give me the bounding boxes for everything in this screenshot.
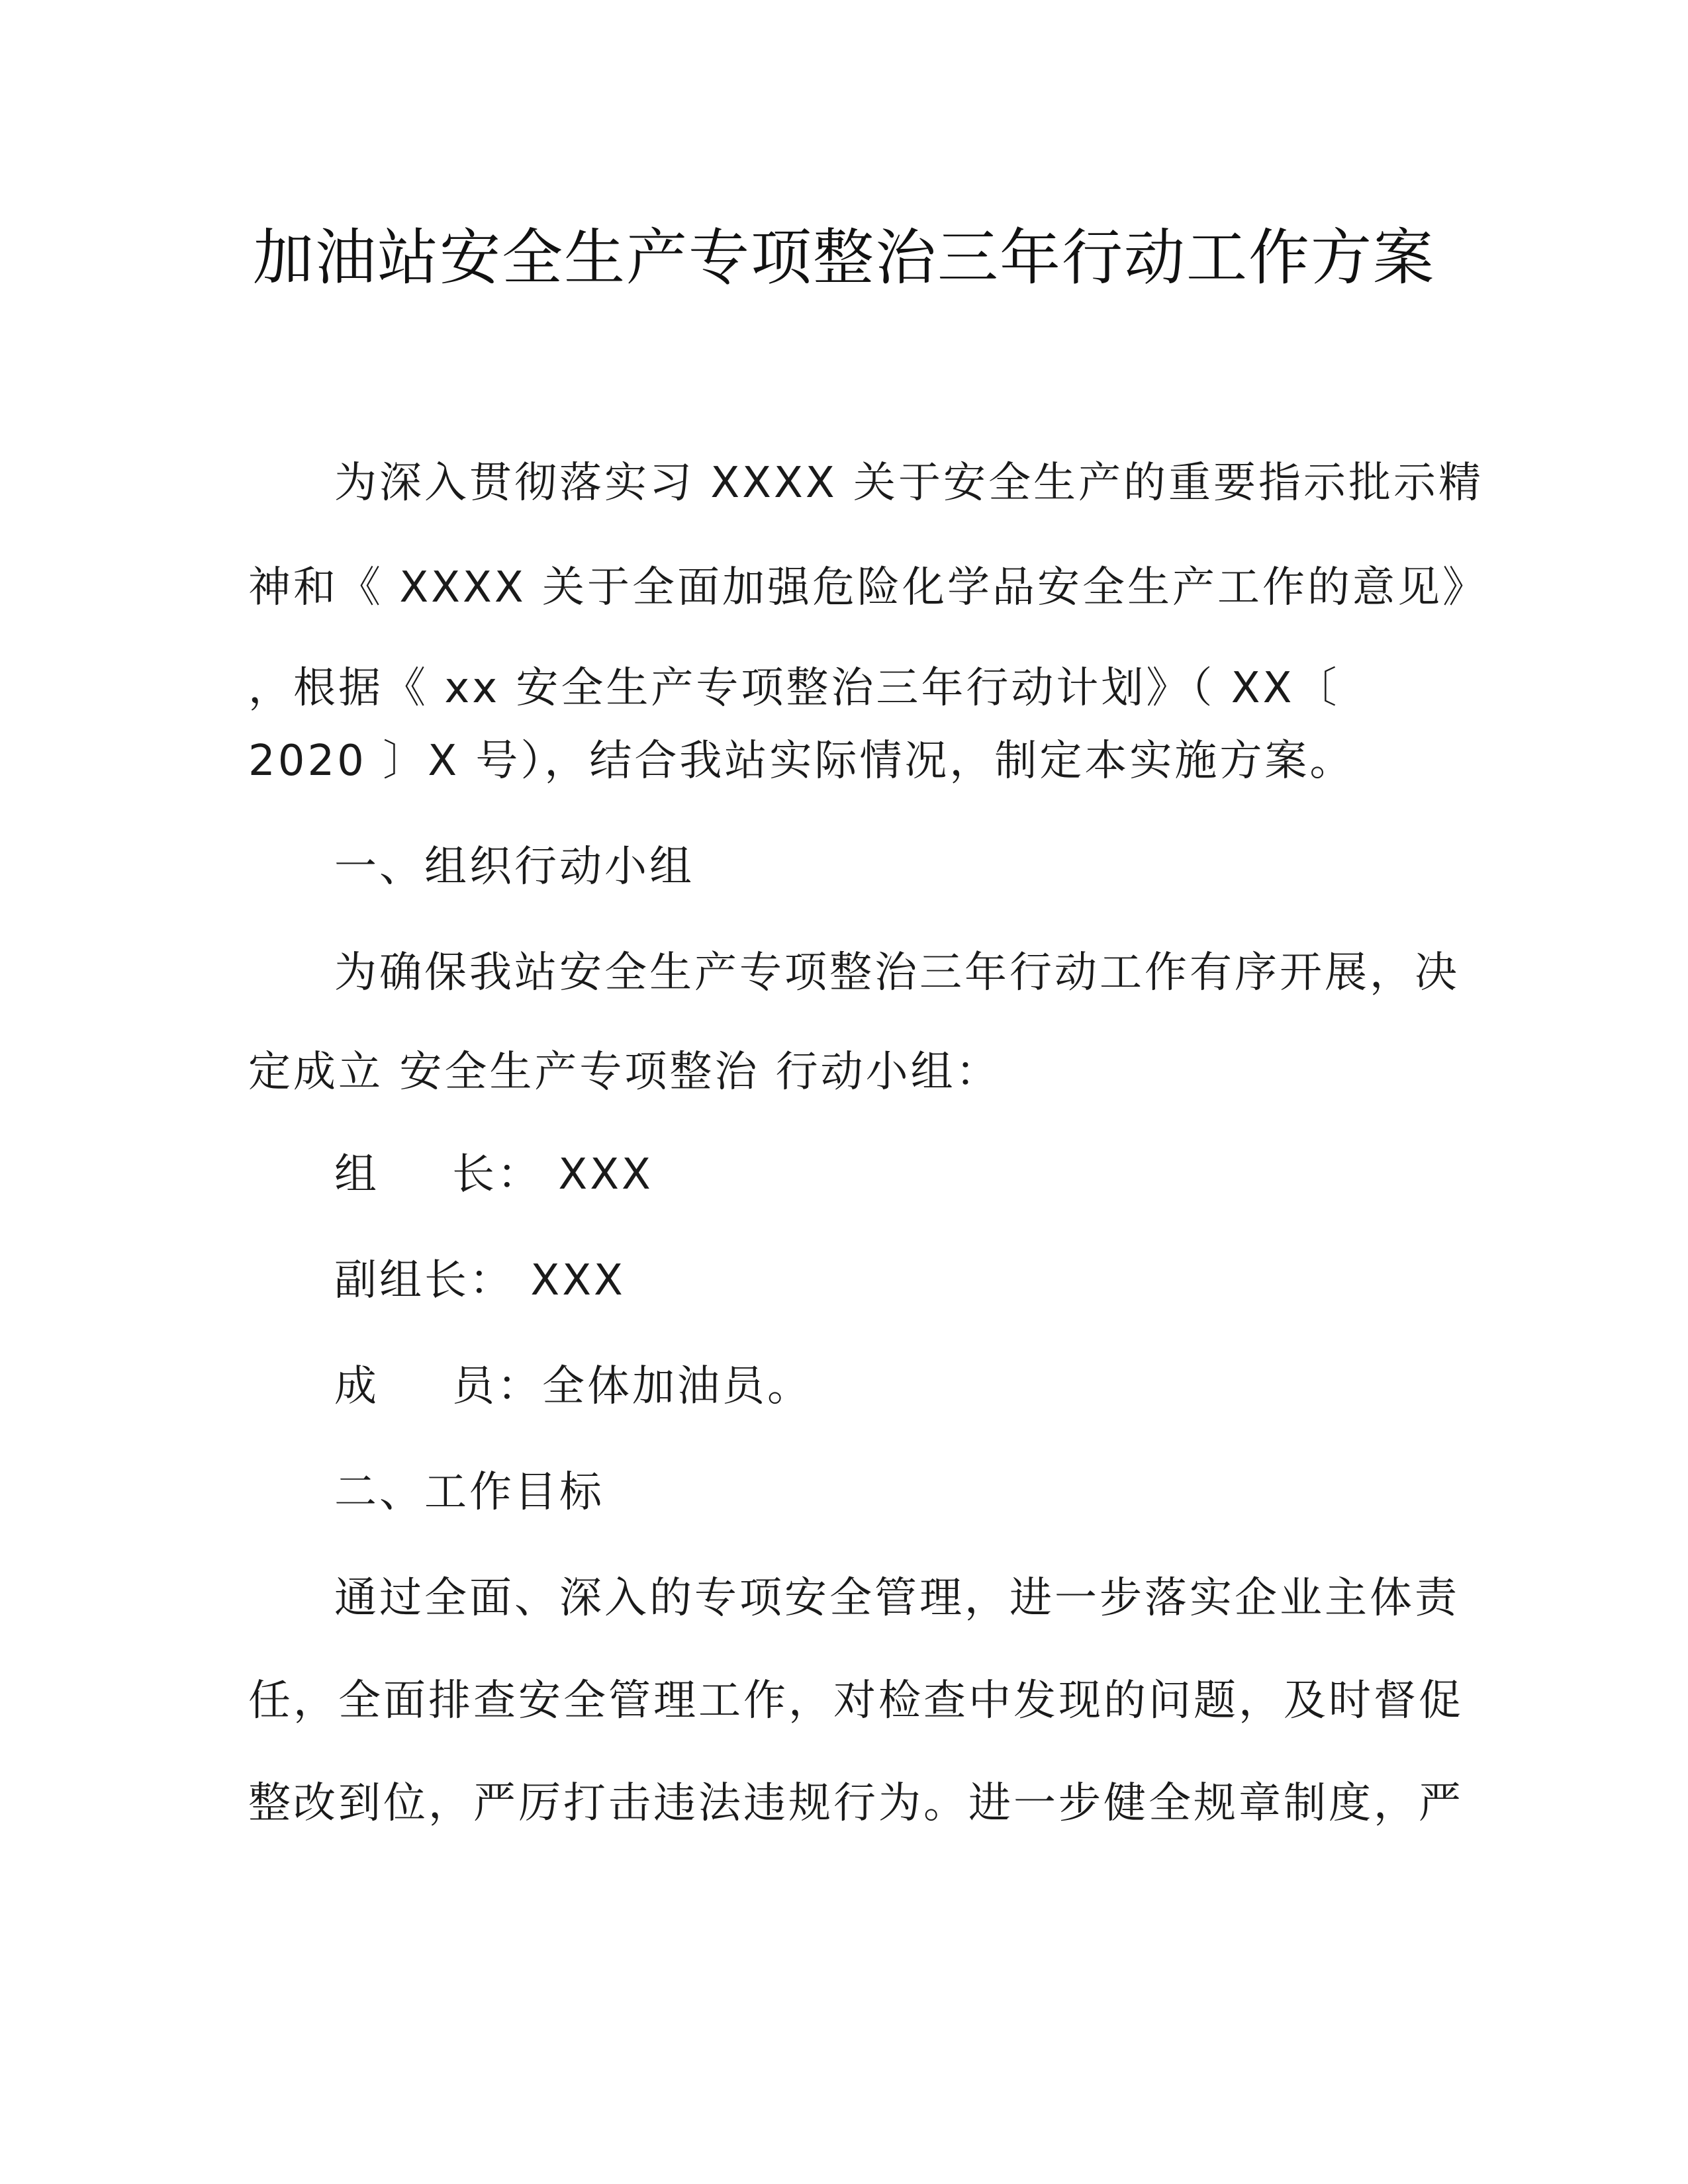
- deputy-row: [334, 1254, 1526, 1307]
- intro-line-1: 为深入贯彻落实习 XXXX 关于安全生产的重要指示批示精: [334, 459, 1484, 508]
- member-row: [334, 1360, 1526, 1413]
- deputy-value: XXX: [530, 1256, 626, 1305]
- intro-line-4: 2020 〕X 号），结合我站实际情况，制定本实施方案。: [248, 737, 1355, 786]
- intro-line-2: 神和《 XXXX 关于全面加强危险化学品安全生产工作的意见》: [248, 563, 1488, 612]
- leader-label-part-1: 组: [334, 1150, 379, 1199]
- leader-label-part-2: 长：: [452, 1150, 542, 1199]
- section-2-heading: 二、工作目标: [334, 1468, 604, 1517]
- member-label-part-2: 员：: [452, 1362, 542, 1411]
- document-title: 加油站安全生产专项整治三年行动工作方案: [252, 222, 1435, 293]
- intro-line-3: ，根据《 xx 安全生产专项整治三年行动计划》（ XX〔: [248, 664, 1340, 713]
- leader-value: XXX: [558, 1150, 653, 1199]
- member-value: 全体加油员。: [542, 1362, 812, 1411]
- member-label-part-1: 成: [334, 1362, 379, 1411]
- leader-row: [334, 1148, 1526, 1201]
- deputy-label: 副组长：: [334, 1256, 514, 1305]
- section-2-line-3: 整改到位，严厉打击违法违规行为。进一步健全规章制度，严: [248, 1779, 1464, 1828]
- section-1-heading: 一、组织行动小组: [334, 842, 694, 891]
- section-1-line-1: 为确保我站安全生产专项整治三年行动工作有序开展，决: [334, 948, 1460, 997]
- section-2-line-2: 任，全面排查安全管理工作，对检查中发现的问题，及时督促: [248, 1676, 1464, 1725]
- section-1-line-2: 定成立 安全生产专项整治 行动小组：: [248, 1048, 1001, 1097]
- section-2-line-1: 通过全面、深入的专项安全管理，进一步落实企业主体责: [334, 1574, 1460, 1623]
